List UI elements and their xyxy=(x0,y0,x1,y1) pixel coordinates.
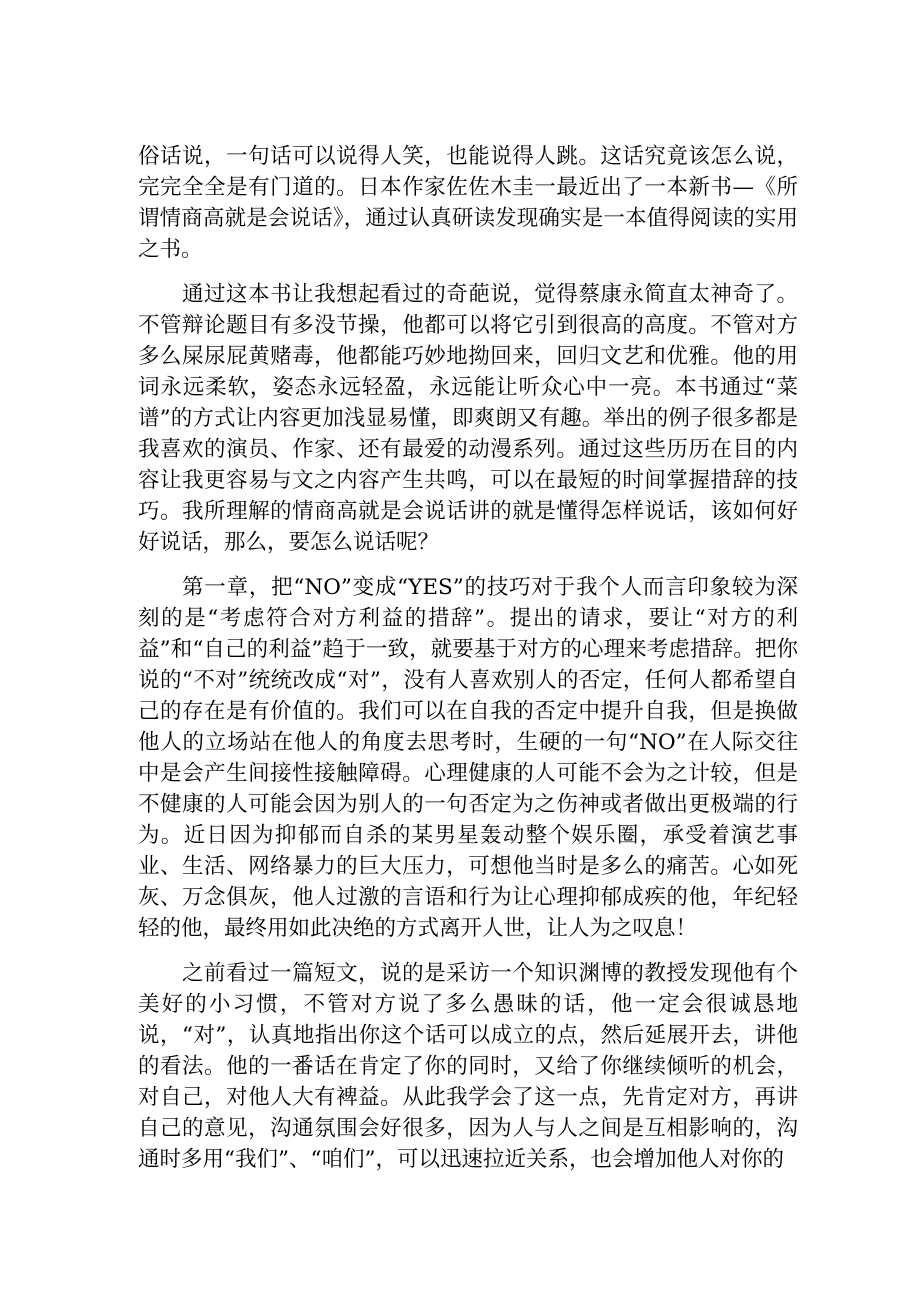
paragraph-intro: 俗话说，一句话可以说得人笑，也能说得人跳。这话究竟该怎么说，完完全全是有门道的。日本作家佐佐木圭一最近出了一本新书—《所谓情商高就是会说话》，通过认真研读发现确实是一本值得阅读的实用之书。 xyxy=(138,144,798,262)
document-body xyxy=(138,141,798,1189)
paragraph-chapter-one: 第一章，把“NO”变成“YES”的技巧对于我个人而言印象较为深刻的是“考虑符合对方利益的措辞”。提出的请求，要让“对方的利益”和“自己的利益”趋于一致，就要基于对方的心理来考虑措辞。把你说的“不对”统统改成“对”，没有人喜欢别人的否定，任何人都希望自己的存在是有价值的。我们可以在自我的否定中提升自我，但是换做他人的立场站在他人的角度去思考时，生硬的一句“NO”在人际交往中是会产生间接性接触障碍。心理健康的人可能不会为之计较，但是不健康的人可能会因为别人的一句否定为之伤神或者做出更极端的行为。近日因为抑郁而自杀的某男星轰动整个娱乐圈，承受着演艺事业、生活、网络暴力的巨大压力，可想他当时是多么的痛苦。心如死灰、万念俱灰，他人过激的言语和行为让心理抑郁成疾的他，年纪轻轻的他，最终用如此决绝的方式离开人世，让人为之叹息！ xyxy=(138,575,798,941)
paragraph-book-reflection: 通过这本书让我想起看过的奇葩说，觉得蔡康永简直太神奇了。不管辩论题目有多没节操，他都可以将它引到很高的高度。不管对方多么屎尿屁黄赌毒，他都能巧妙地拗回来，回归文艺和优雅。他的用词永远柔软，姿态永远轻盈，永远能让听众心中一亮。本书通过“菜谱”的方式让内容更加浅显易懂，即爽朗又有趣。举出的例子很多都是我喜欢的演员、作家、还有最爱的动漫系列。通过这些历历在目的内容让我更容易与文之内容产生共鸣，可以在最短的时间掌握措辞的技巧。我所理解的情商高就是会说话讲的就是懂得怎样说话，该如何好好说话，那么，要怎么说话呢？ xyxy=(138,282,798,555)
paragraph-professor-story: 之前看过一篇短文，说的是采访一个知识渊博的教授发现他有个美好的小习惯，不管对方说了多么愚昧的话，他一定会很诚恳地说，“对”，认真地指出你这个话可以成立的点，然后延展开去，讲他的看法。他的一番话在肯定了你的同时，又给了你继续倾听的机会，对自己，对他人大有裨益。从此我学会了这一点，先肯定对方，再讲自己的意见，沟通氛围会好很多，因为人与人之间是互相影响的，沟通时多用“我们”、“咱们”，可以迅速拉近关系，也会增加他人对你的 xyxy=(138,961,798,1172)
